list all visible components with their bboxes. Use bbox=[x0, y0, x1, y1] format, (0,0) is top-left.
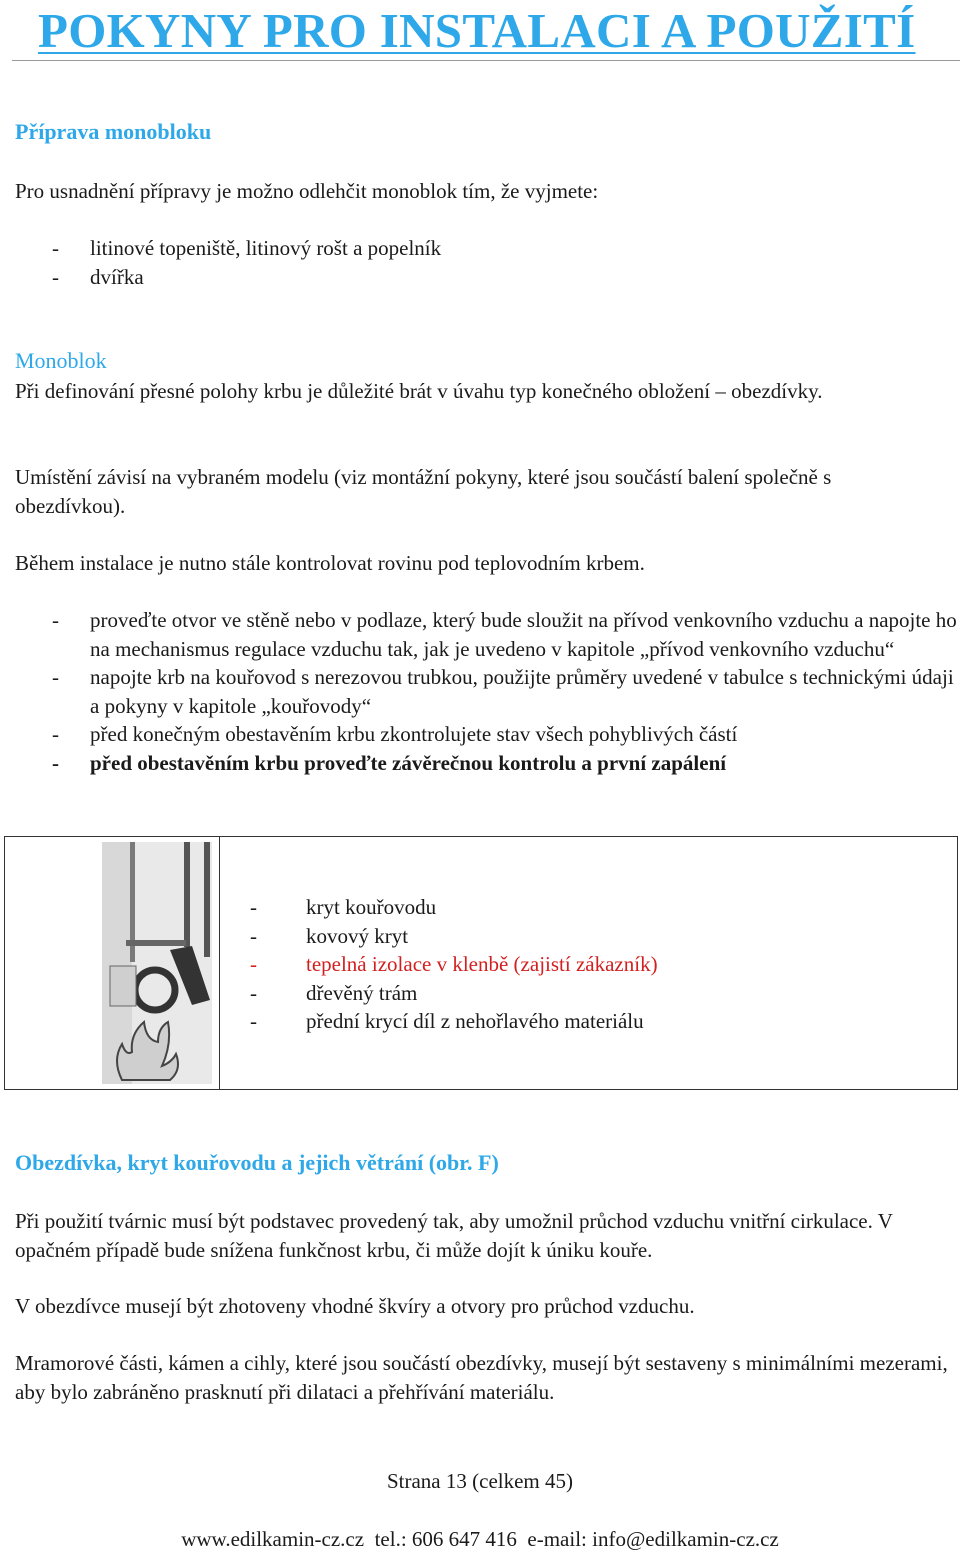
bullet-dash: - bbox=[250, 1009, 257, 1033]
legend-item bbox=[250, 893, 930, 922]
bullet-dash: - bbox=[52, 264, 59, 289]
bullet-dash: - bbox=[52, 750, 59, 775]
list-item-text: dvířka bbox=[90, 264, 144, 289]
metal-cover bbox=[126, 940, 186, 946]
wall-hatch bbox=[102, 842, 132, 1084]
bullet-dash: - bbox=[250, 952, 257, 976]
preparation-intro: Pro usnadnění přípravy je možno odlehčit monoblok tím, že vyjmete: bbox=[15, 179, 599, 203]
list-item bbox=[52, 663, 960, 720]
monoblock-steps-list bbox=[52, 606, 960, 777]
title-divider bbox=[12, 60, 960, 61]
fireplace-section-drawing bbox=[100, 840, 216, 1086]
bullet-dash: - bbox=[250, 923, 257, 948]
list-item-text: před konečným obestavěním krbu zkontrolujete stav všech pohyblivých částí bbox=[90, 722, 738, 746]
wooden-beam bbox=[110, 966, 136, 1006]
list-item-text: litinové topeniště, litinový rošt a popelník bbox=[90, 236, 442, 260]
monoblock-para-1: Při definování přesné polohy krbu je důležité brát v úvahu typ konečného obložení – obezdívky. bbox=[15, 379, 823, 403]
bullet-dash: - bbox=[52, 665, 59, 689]
cladding-para-1: Při použití tvárnic musí být podstavec provedený tak, aby umožnil průchod vzduchu vnitřní cirkulace. V opačném případě bude snížena funkčnost krbu, či může dojít k úniku kouře. bbox=[15, 1209, 893, 1262]
figure-divider bbox=[219, 836, 220, 1090]
flue-cover-left bbox=[184, 842, 190, 947]
list-item bbox=[52, 234, 960, 263]
list-item-text: před obestavěním krbu proveďte závěrečnou kontrolu a první zapálení bbox=[90, 750, 727, 775]
legend-item bbox=[250, 922, 930, 951]
list-item bbox=[52, 720, 960, 749]
page-number: Strana 13 (celkem 45) bbox=[386, 1469, 574, 1493]
list-item bbox=[52, 606, 960, 663]
legend-item-text: tepelná izolace v klenbě (zajistí zákazník) bbox=[306, 952, 658, 976]
cladding-para-2: V obezdívce musejí být zhotoveny vhodné škvíry a otvory pro průchod vzduchu. bbox=[15, 1294, 695, 1318]
bullet-dash: - bbox=[52, 722, 59, 746]
section-heading-cladding: Obezdívka, kryt kouřovodu a jejich větrání (obr. F) bbox=[15, 1150, 499, 1175]
monoblock-para-2: Umístění závisí na vybraném modelu (viz montážní pokyny, které jsou součástí balení společně s obezdívkou). bbox=[15, 465, 832, 518]
list-item bbox=[52, 263, 960, 292]
bullet-dash: - bbox=[52, 236, 59, 260]
list-item-text: napojte krb na kouřovod s nerezovou trubkou, použijte průměry uvedené v tabulce s technickými údaji a pokyny v kapitole „kouřovody“ bbox=[90, 665, 954, 718]
legend-item-warning bbox=[250, 950, 930, 979]
section-heading-monoblock: Monoblok bbox=[15, 348, 107, 373]
bullet-dash: - bbox=[52, 608, 59, 632]
legend-item bbox=[250, 1007, 930, 1036]
footer-contact: www.edilkamin-cz.cz tel.: 606 647 416 e-mail: info@edilkamin-cz.cz bbox=[181, 1527, 779, 1551]
legend-item bbox=[250, 979, 930, 1008]
preparation-list bbox=[52, 234, 960, 291]
page-title: POKYNY PRO INSTALACI A POUŽITÍ bbox=[38, 3, 916, 58]
figure-legend bbox=[250, 893, 930, 1036]
legend-item-text: přední krycí díl z nehořlavého materiálu bbox=[306, 1009, 644, 1033]
legend-item-text: kovový kryt bbox=[306, 923, 409, 948]
bullet-dash: - bbox=[250, 895, 257, 919]
list-item-bold bbox=[52, 749, 960, 778]
list-item-text: proveďte otvor ve stěně nebo v podlaze, který bude sloužit na přívod venkovního vzduchu a napojte ho na mechanismus regulace vzduchu tak, jak je uvedeno v kapitole „přívod venkovního vzduchu“ bbox=[90, 608, 957, 661]
section-heading-preparation: Příprava monobloku bbox=[15, 119, 212, 144]
flue-cover-right bbox=[204, 842, 210, 957]
monoblock-para-3: Během instalace je nutno stále kontrolovat rovinu pod teplovodním krbem. bbox=[15, 551, 645, 575]
bullet-dash: - bbox=[250, 980, 257, 1005]
legend-item-text: dřevěný trám bbox=[306, 980, 418, 1005]
cladding-para-3: Mramorové části, kámen a cihly, které jsou součástí obezdívky, musejí být sestaveny s minimálními mezerami, aby bylo zabráněno prasknutí při dilataci a přehřívání materiálu. bbox=[15, 1351, 948, 1404]
legend-item-text: kryt kouřovodu bbox=[306, 895, 437, 919]
